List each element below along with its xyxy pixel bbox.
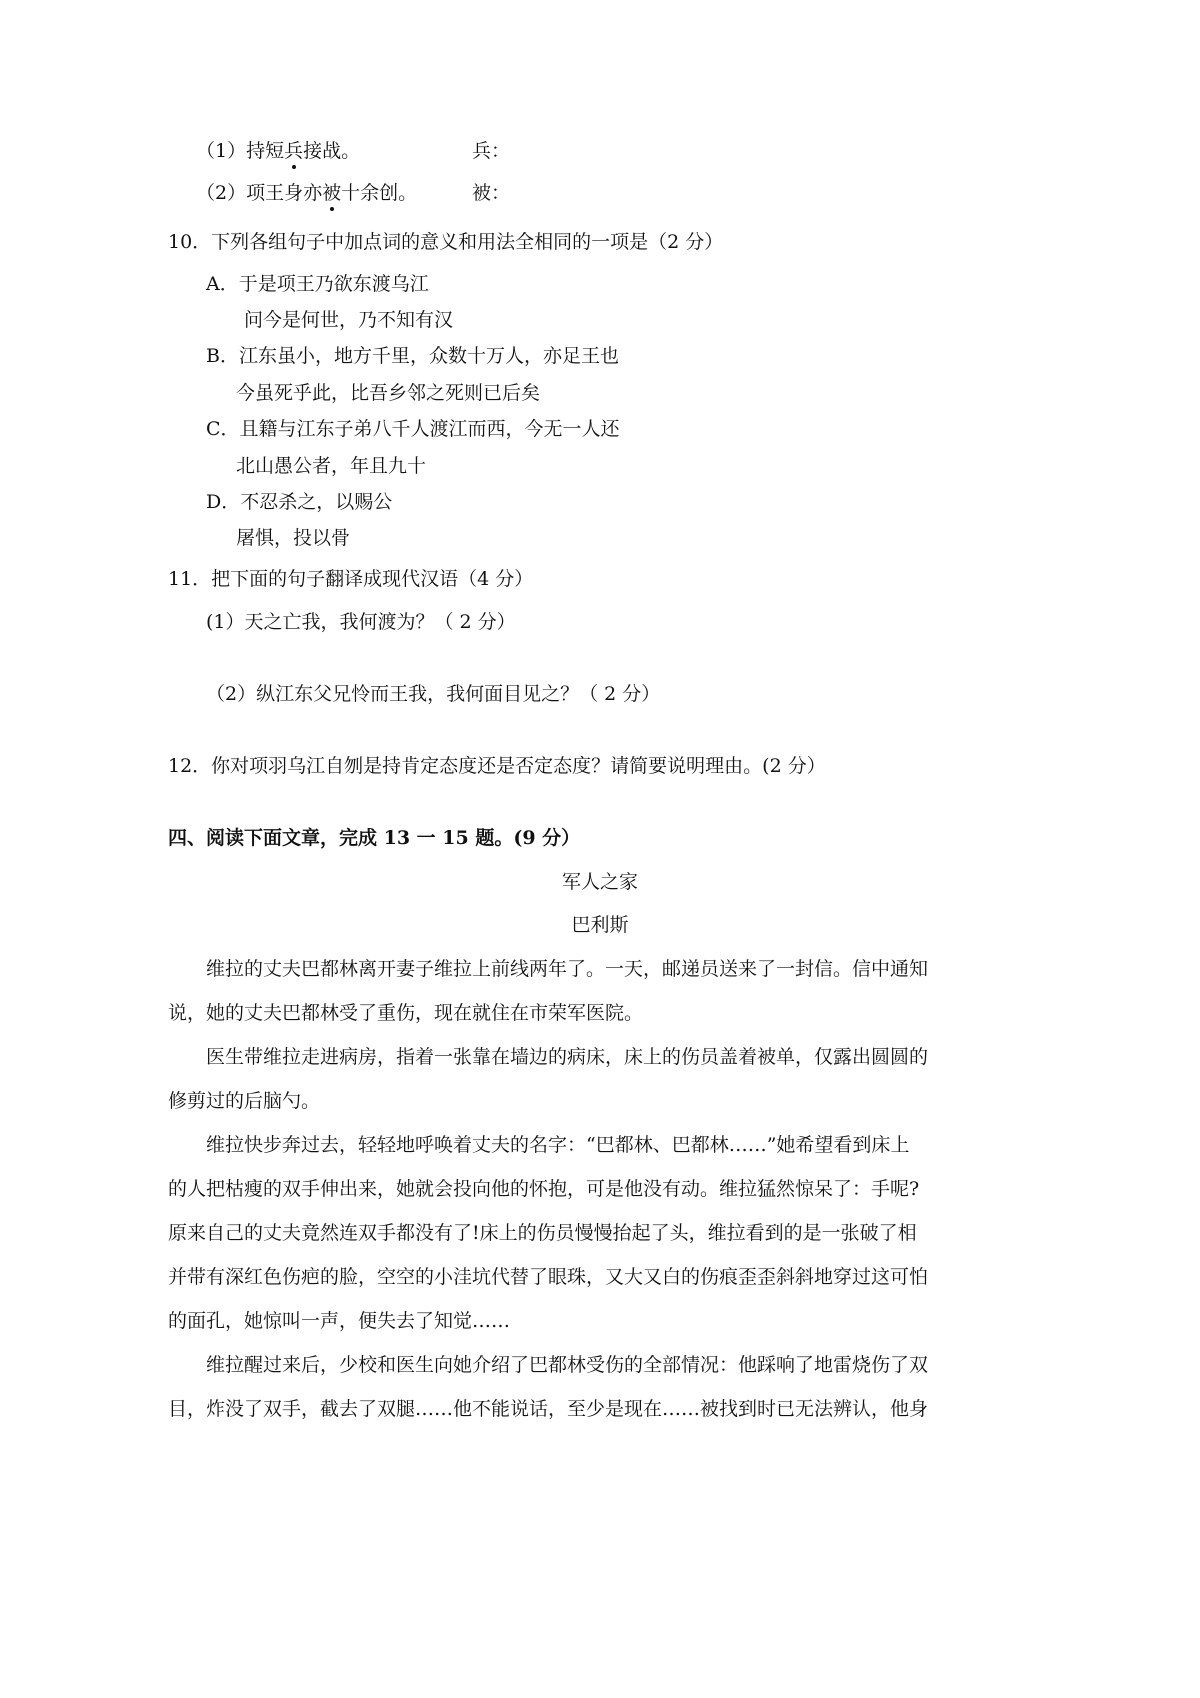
q9-item-1	[196, 142, 360, 161]
q10-option-c-line1: C．且籍与江东子弟八千人渡江而西，今无一人还	[206, 418, 620, 440]
q10-stem: 10．下列各组句子中加点词的意义和用法全相同的一项是（2 分）	[168, 231, 724, 253]
section-4-heading: 四、阅读下面文章，完成 13 一 15 题。(9 分）	[168, 827, 581, 849]
q9-item-2-suffix: 十余创。	[341, 182, 418, 204]
q10-option-c-line2: 北山愚公者，年且九十	[236, 455, 427, 477]
article-line: 维拉醒过来后，少校和医生向她介绍了巴都林受伤的全部情况：他踩响了地雷烧伤了双	[206, 1354, 929, 1376]
q9-item-1-suffix: 接战。	[303, 140, 361, 162]
q11-stem: 11．把下面的句子翻译成现代汉语（4 分）	[168, 568, 534, 590]
q9-item-1-prefix: （1）持短	[196, 140, 285, 162]
q11-item-2: （2）纵江东父兄怜而王我，我何面目见之？（ 2 分）	[206, 683, 661, 705]
q9-item-2	[196, 184, 417, 203]
article-line: 原来自己的丈夫竟然连双手都没有了!床上的伤员慢慢抬起了头，维拉看到的是一张破了相	[168, 1222, 917, 1244]
q9-item-2-answer-label: 被：	[472, 182, 511, 204]
article-line: 医生带维拉走进病房，指着一张靠在墙边的病床，床上的伤员盖着被单，仅露出圆圆的	[206, 1046, 929, 1068]
article-line: 的人把枯瘦的双手伸出来，她就会投向他的怀抱，可是他没有动。维拉猛然惊呆了：手呢?	[168, 1178, 920, 1200]
article-author: 巴利斯	[571, 914, 629, 936]
article-line: 的面孔，她惊叫一声，便失去了知觉……	[168, 1310, 511, 1332]
article-title: 军人之家	[561, 871, 638, 893]
q10-option-a-line2: 问今是何世，乃不知有汉	[244, 309, 454, 331]
q11-item-1: (1）天之亡我，我何渡为？（ 2 分）	[206, 611, 516, 633]
q10-option-a-line1: A．于是项王乃欲东渡乌江	[206, 273, 429, 295]
q10-option-d-line2: 屠惧，投以骨	[236, 527, 351, 549]
q10-option-b-line1: B．江东虽小，地方千里，众数十万人，亦足王也	[206, 345, 619, 367]
article-line: 修剪过的后脑勺。	[168, 1090, 321, 1112]
article-line: 说，她的丈夫巴都林受了重伤，现在就住在市荣军医院。	[168, 1002, 644, 1024]
article-line: 目，炸没了双手，截去了双腿……他不能说话，至少是现在……被找到时已无法辨认，他身	[168, 1398, 929, 1420]
q9-item-1-dotted-word: 兵	[284, 140, 304, 162]
article-line: 维拉的丈夫巴都林离开妻子维拉上前线两年了。一天，邮递员送来了一封信。信中通知	[206, 958, 929, 980]
q9-item-1-answer-label: 兵：	[472, 140, 511, 162]
q10-option-d-line1: D．不忍杀之，以赐公	[206, 491, 393, 513]
q12-stem: 12．你对项羽乌江自刎是持肯定态度还是否定态度？请简要说明理由。(2 分）	[168, 755, 826, 777]
article-line: 维拉快步奔过去，轻轻地呼唤着丈夫的名字：“巴都林、巴都林……”她希望看到床上	[206, 1134, 910, 1156]
article-line: 并带有深红色伤疤的脸，空空的小洼坑代替了眼珠，又大又白的伤痕歪歪斜斜地穿过这可怕	[168, 1266, 929, 1288]
q9-item-2-dotted-word: 被	[322, 182, 342, 204]
q9-item-2-prefix: （2）项王身亦	[196, 182, 323, 204]
q10-option-b-line2: 今虽死乎此，比吾乡邻之死则已后矣	[236, 382, 541, 404]
